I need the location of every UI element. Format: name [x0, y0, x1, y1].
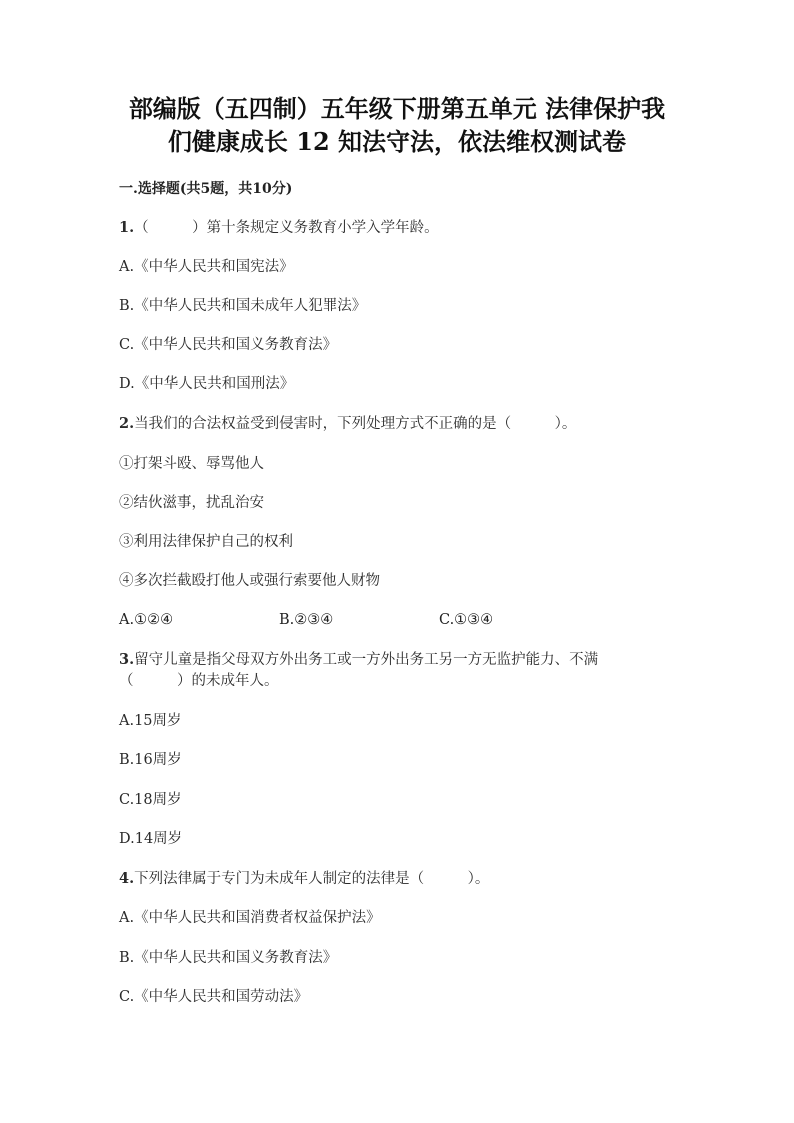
question-3-option-c: C.18周岁 — [119, 792, 182, 808]
question-2-statement-1: ①打架斗殴、辱骂他人 — [119, 456, 264, 472]
question-3-option-d: D.14周岁 — [119, 831, 183, 847]
question-1-option-d: D.《中华人民共和国刑法》 — [119, 376, 295, 392]
question-number: 3. — [119, 651, 135, 668]
question-4 — [119, 869, 489, 889]
question-4-option-c: C.《中华人民共和国劳动法》 — [119, 989, 309, 1005]
title-line-2: 们健康成长 12 知法守法，依法维权测试卷 — [167, 127, 627, 156]
question-2 — [119, 414, 576, 434]
question-3-line-2: （ ）的未成年人。 — [119, 673, 279, 689]
question-text: 当我们的合法权益受到侵害时，下列处理方式不正确的是（ ）。 — [134, 416, 577, 432]
page-title — [80, 92, 714, 158]
question-2-statement-2: ②结伙滋事，扰乱治安 — [119, 495, 264, 511]
question-text-line-1: 留守儿童是指父母双方外出务工或一方外出务工另一方无监护能力、不满 — [134, 652, 599, 668]
question-1 — [119, 218, 439, 238]
question-number: 2. — [119, 415, 135, 432]
question-3 — [119, 650, 598, 670]
question-text: （ ）第十条规定义务教育小学入学年龄。 — [134, 220, 439, 236]
section-header: 一.选择题(共5题，共10分) — [119, 181, 293, 197]
question-1-option-c: C.《中华人民共和国义务教育法》 — [119, 337, 338, 353]
question-number: 1. — [119, 219, 135, 236]
question-1-option-a: A.《中华人民共和国宪法》 — [119, 259, 294, 275]
question-3-option-a: A.15周岁 — [119, 713, 182, 729]
question-2-option-c: C.①③④ — [439, 612, 494, 628]
question-text: 下列法律属于专门为未成年人制定的法律是（ ）。 — [134, 871, 490, 887]
question-2-statement-4: ④多次拦截殴打他人或强行索要他人财物 — [119, 573, 380, 589]
question-1-option-b: B.《中华人民共和国未成年人犯罪法》 — [119, 298, 367, 314]
question-2-option-a: A.①②④ — [119, 612, 174, 628]
question-2-option-b: B.②③④ — [279, 612, 334, 628]
title-line-1: 部编版（五四制）五年级下册第五单元 法律保护我 — [128, 94, 666, 123]
question-2-statement-3: ③利用法律保护自己的权利 — [119, 534, 293, 550]
question-4-option-b: B.《中华人民共和国义务教育法》 — [119, 950, 338, 966]
question-number: 4. — [119, 870, 135, 887]
question-3-option-b: B.16周岁 — [119, 752, 182, 768]
question-4-option-a: A.《中华人民共和国消费者权益保护法》 — [119, 910, 381, 926]
